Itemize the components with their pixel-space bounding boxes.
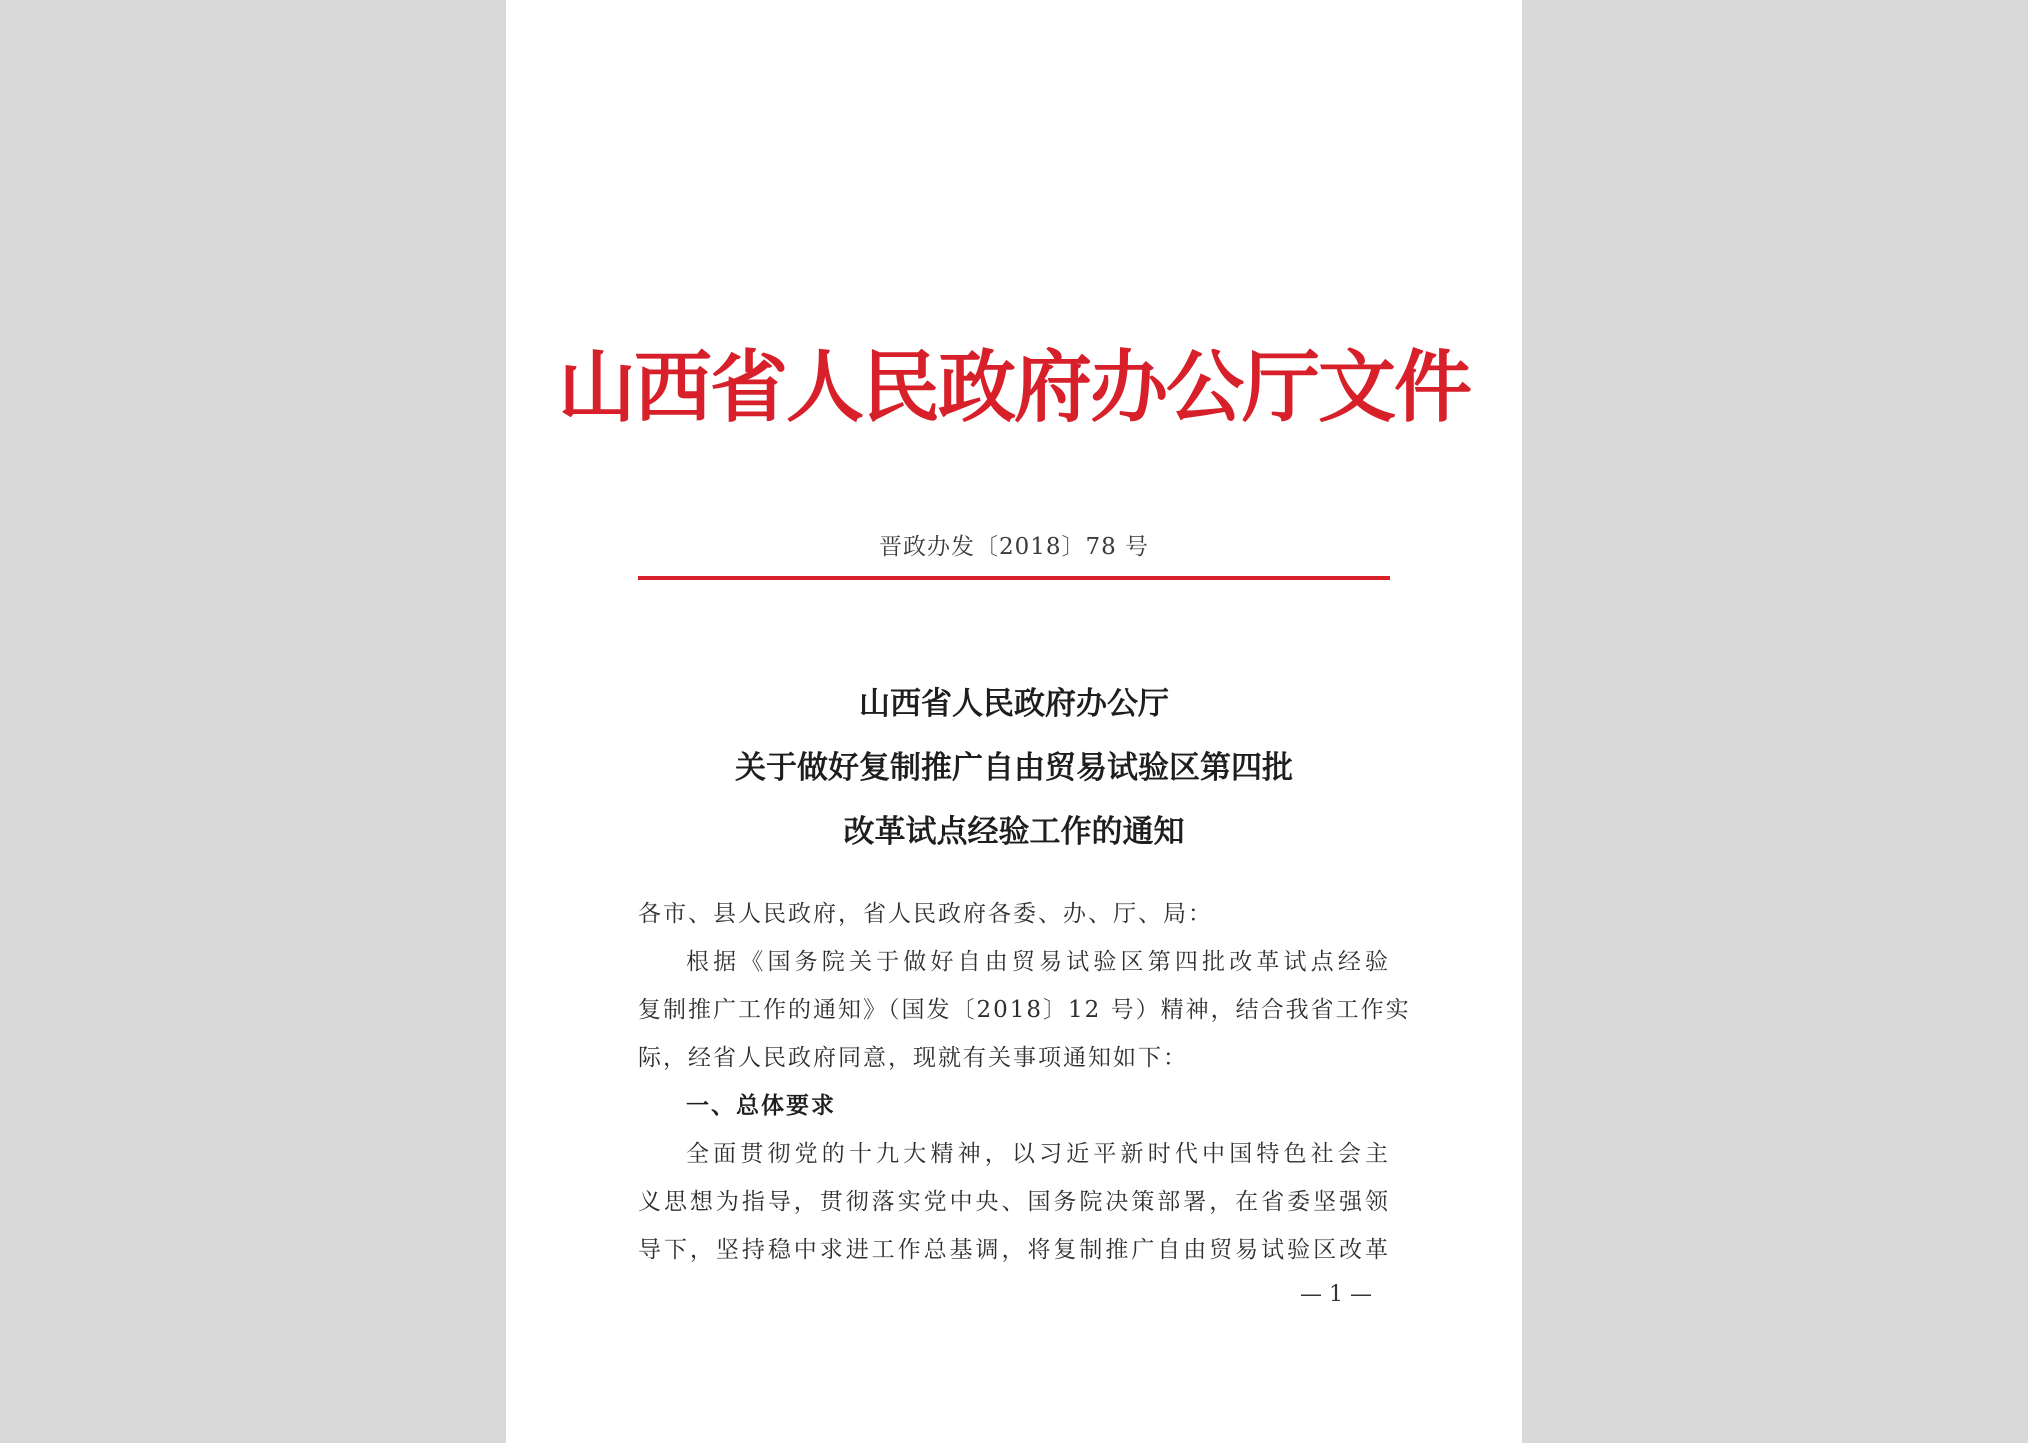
body-text-line: 际，经省人民政府同意，现就有关事项通知如下： (638, 1045, 1188, 1071)
page-number: — 1 — (1300, 1282, 1372, 1307)
notice-title-line: 改革试点经验工作的通知 (843, 814, 1185, 850)
document-page (506, 0, 1522, 1443)
document-number: 晋政办发〔2018〕78 号 (878, 534, 1150, 560)
salutation-line: 各市、县人民政府，省人民政府各委、办、厅、局： (638, 901, 1213, 927)
red-masthead-title: 山西省人民政府办公厅文件 (557, 342, 1470, 433)
notice-title-line: 山西省人民政府办公厅 (859, 686, 1169, 722)
notice-body (638, 890, 1411, 1274)
notice-title (506, 672, 1522, 864)
body-text-line: 义思想为指导，贯彻落实党中央、国务院决策部署，在省委坚强领 (638, 1189, 1390, 1215)
body-text-line: 全面贯彻党的十九大精神，以习近平新时代中国特色社会主 (686, 1141, 1390, 1167)
red-divider-line (638, 576, 1390, 580)
body-text-line: 导下，坚持稳中求进工作总基调，将复制推广自由贸易试验区改革 (638, 1237, 1390, 1263)
notice-title-line: 关于做好复制推广自由贸易试验区第四批 (735, 750, 1293, 786)
section-heading: 一、总体要求 (686, 1093, 836, 1119)
body-text-line: 复制推广工作的通知》（国发〔2018〕12 号）精神，结合我省工作实 (638, 997, 1411, 1023)
body-text-line: 根据《国务院关于做好自由贸易试验区第四批改革试点经验 (686, 949, 1390, 975)
